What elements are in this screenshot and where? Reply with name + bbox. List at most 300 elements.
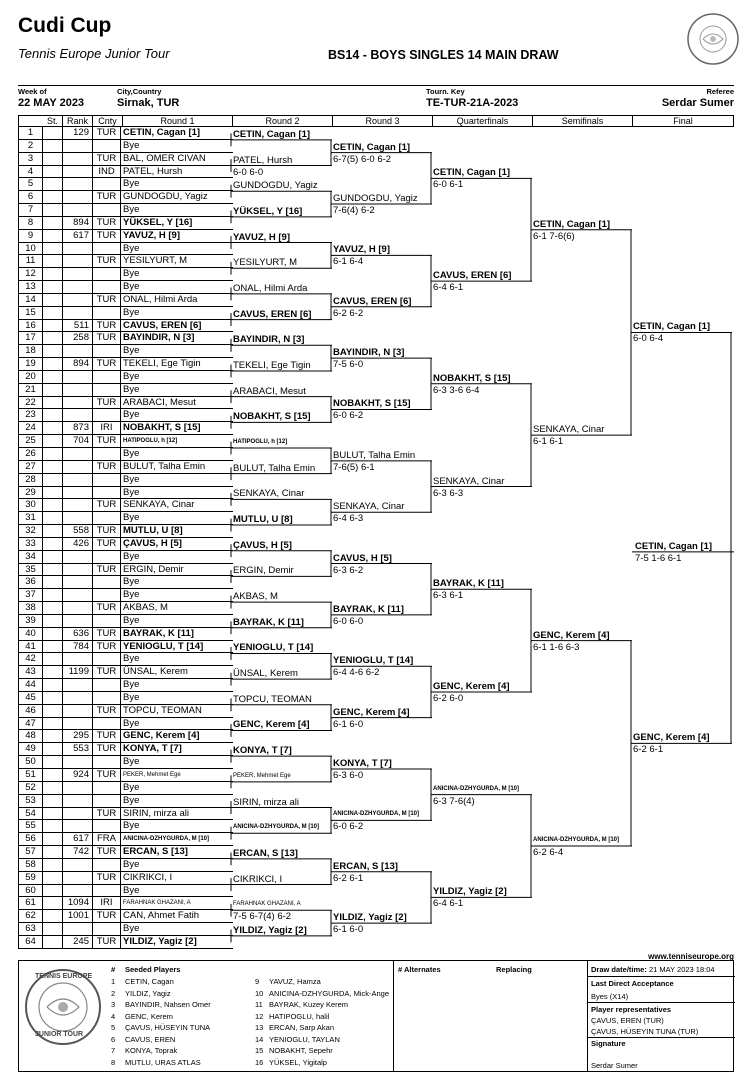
- country-cell: TUR: [93, 538, 121, 551]
- draw-position: 2: [19, 140, 43, 153]
- match-score: 6-0 6-0: [333, 615, 364, 627]
- rank-cell: 511: [63, 320, 93, 333]
- draw-position: 46: [19, 705, 43, 718]
- seed-player: ÇAVUS, HÜSEYIN TUNA: [125, 1023, 211, 1032]
- draw-position: 29: [19, 487, 43, 500]
- seed-player: NOBAKHT, Sepehr: [269, 1046, 333, 1055]
- seed-player: YILDIZ, Yagiz: [125, 988, 171, 998]
- match-score: 6-3 3-6 6-4: [433, 384, 480, 396]
- winner-name: NOBAKHT, S [15]: [333, 398, 411, 410]
- city-value: Sirnak, TUR: [117, 97, 180, 109]
- winner-name: YILDIZ, Yagiz [2]: [433, 886, 507, 898]
- winner-name: MUTLU, U [8]: [233, 514, 293, 526]
- player-name: Bye: [123, 345, 140, 357]
- draw-position: 31: [19, 512, 43, 525]
- rank-cell: 617: [63, 230, 93, 243]
- seeded-hash: #: [111, 965, 116, 974]
- player-name: GENC, Kerem [4]: [123, 730, 200, 742]
- winner-name: FARAHNAK GHAZANI, A: [233, 901, 301, 908]
- match-score: 6-2 6-1: [333, 872, 364, 884]
- rep-1: ÇAVUS, EREN (TUR): [591, 1016, 664, 1025]
- seed-number: 10: [255, 988, 264, 998]
- winner-name: YESILYURT, M: [233, 257, 298, 269]
- player-name: Bye: [123, 691, 140, 703]
- match-score: 6-1 6-4: [333, 256, 364, 268]
- player-name: CAN, Ahmet Fatih: [123, 910, 200, 922]
- footer-panel: [18, 960, 734, 1072]
- winner-name: CAVUS, H [5]: [333, 552, 392, 564]
- rank-cell: 426: [63, 538, 93, 551]
- country-cell: TUR: [93, 332, 121, 345]
- winner-name: GENC, Kerem [4]: [233, 719, 310, 731]
- winner-name: GUNDOGDU, Yagiz: [333, 193, 418, 205]
- player-name: ERGIN, Demir: [123, 563, 184, 575]
- player-name: Bye: [123, 858, 140, 870]
- draw-position: 26: [19, 448, 43, 461]
- draw-position: 5: [19, 178, 43, 191]
- winner-name: CETIN, Cagan [1]: [333, 141, 411, 153]
- draw-position: 10: [19, 243, 43, 256]
- match-score: 6-0 6-2: [333, 410, 364, 422]
- col-round2: Round 2: [233, 116, 333, 126]
- seed-player: YENIOGLU, TAYLAN: [269, 1034, 340, 1044]
- seed-number: 6: [111, 1034, 116, 1044]
- winner-name: YAVUZ, H [9]: [233, 231, 291, 243]
- draw-position: 44: [19, 679, 43, 692]
- winner-name: NOBAKHT, S [15]: [233, 411, 311, 423]
- winner-name: GENC, Kerem [4]: [433, 680, 510, 692]
- player-name: YÜKSEL, Y [16]: [123, 216, 193, 228]
- winner-name: ÇAVUS, H [5]: [233, 539, 292, 551]
- replacing-header: Replacing: [496, 965, 532, 974]
- country-cell: IRI: [93, 422, 121, 435]
- winner-name: NOBAKHT, S [15]: [433, 372, 511, 384]
- player-name: CETIN, Cagan [1]: [123, 127, 201, 138]
- draw-position: 50: [19, 756, 43, 769]
- rank-cell: 558: [63, 525, 93, 538]
- draw-position: 56: [19, 833, 43, 846]
- rank-cell: 1199: [63, 666, 93, 679]
- player-name: SIRIN, mirza ali: [123, 807, 189, 819]
- draw-position: 24: [19, 422, 43, 435]
- draw-position: 58: [19, 859, 43, 872]
- rank-cell: 742: [63, 846, 93, 859]
- winner-name: CAVUS, EREN [6]: [333, 295, 412, 307]
- draw-position: 14: [19, 294, 43, 307]
- draw-position: 57: [19, 846, 43, 859]
- player-name: Bye: [123, 781, 140, 793]
- draw-position: 35: [19, 564, 43, 577]
- draw-position: 61: [19, 897, 43, 910]
- match-score: 6-1 1-6 6-3: [533, 641, 580, 653]
- winner-name: SENKAYA, Cinar: [533, 424, 605, 436]
- reps-label: Player representatives: [591, 1005, 672, 1014]
- draw-position: 22: [19, 397, 43, 410]
- seeded-header: Seeded Players: [125, 965, 181, 974]
- draw-position: 1: [19, 127, 43, 140]
- winner-name: BAYINDIR, N [3]: [233, 334, 305, 346]
- player-name: Bye: [123, 268, 140, 280]
- rank-cell: 704: [63, 435, 93, 448]
- winner-name: ERCAN, S [13]: [233, 847, 298, 859]
- winner-name: BULUT, Talha Emin: [333, 449, 416, 461]
- seed-player: MUTLU, URAS ATLAS: [125, 1057, 201, 1067]
- country-cell: TUR: [93, 872, 121, 885]
- player-name: SENKAYA, Cinar: [123, 499, 195, 511]
- winner-name: CETIN, Cagan [1]: [533, 218, 611, 230]
- champion-score: 7-5 1-6 6-1: [635, 552, 682, 564]
- country-cell: TUR: [93, 435, 121, 448]
- website-link[interactable]: www.tenniseurope.org: [648, 952, 734, 961]
- match-score: 6-3 6-2: [333, 564, 364, 576]
- player-name: Bye: [123, 756, 140, 768]
- logo-text-bottom: JUNIOR TOUR: [35, 1031, 84, 1038]
- winner-name: AKBAS, M: [233, 591, 278, 603]
- draw-position: 23: [19, 409, 43, 422]
- rank-cell: 894: [63, 358, 93, 371]
- player-name: Bye: [123, 653, 140, 665]
- winner-name: YILDIZ, Yagiz [2]: [233, 924, 307, 936]
- winner-name: ANICINA-DZHYGURDA, M [10]: [233, 824, 319, 831]
- draw-position: 25: [19, 435, 43, 448]
- winner-name: ÜNSAL, Kerem: [233, 668, 298, 680]
- winner-name: SIRIN, mirza ali: [233, 796, 299, 808]
- rank-cell: 553: [63, 743, 93, 756]
- match-score: 6-2 6-1: [633, 744, 664, 756]
- player-name: Bye: [123, 820, 140, 832]
- player-name: CIKRIKCI, I: [123, 871, 173, 883]
- player-name: Bye: [123, 512, 140, 524]
- seed-number: 14: [255, 1034, 264, 1044]
- player-name: NOBAKHT, S [15]: [123, 422, 201, 434]
- draw-position: 39: [19, 615, 43, 628]
- draw-position: 13: [19, 281, 43, 294]
- winner-name: GENC, Kerem [4]: [633, 732, 710, 744]
- signature-value: Serdar Sumer: [591, 1061, 638, 1070]
- country-cell: TUR: [93, 191, 121, 204]
- winner-name: ERCAN, S [13]: [333, 860, 398, 872]
- player-name: ARABACI, Mesut: [123, 396, 196, 408]
- match-score: 6-0 6-0: [233, 166, 264, 178]
- draw-position: 55: [19, 820, 43, 833]
- seed-number: 9: [255, 977, 260, 986]
- draw-position: 3: [19, 153, 43, 166]
- player-name: Bye: [123, 884, 140, 896]
- referee-label: Referee: [706, 87, 734, 96]
- winner-name: BAYINDIR, N [3]: [333, 347, 405, 359]
- country-cell: TUR: [93, 499, 121, 512]
- seed-number: 5: [111, 1023, 116, 1032]
- draw-position: 37: [19, 589, 43, 602]
- draw-position: 33: [19, 538, 43, 551]
- seed-number: 2: [111, 988, 116, 998]
- player-name: Bye: [123, 306, 140, 318]
- rank-cell: 129: [63, 127, 93, 140]
- player-name: YAVUZ, H [9]: [123, 229, 181, 241]
- country-cell: TUR: [93, 217, 121, 230]
- draw-info-section: [588, 961, 735, 1071]
- player-name: Bye: [123, 448, 140, 459]
- player-name: Bye: [123, 576, 140, 588]
- country-cell: TUR: [93, 294, 121, 307]
- match-score: 6-0 6-2: [333, 821, 364, 833]
- player-name: CAVUS, EREN [6]: [123, 319, 202, 331]
- draw-position: 12: [19, 268, 43, 281]
- player-name: Bye: [123, 204, 140, 216]
- seed-player: ANICINA-DZHYGURDA, Mick-Ange: [269, 988, 390, 998]
- winner-name: ANICINA-DZHYGURDA, M [10]: [533, 837, 619, 844]
- winner-name: GENC, Kerem [4]: [333, 706, 410, 718]
- draw-position: 40: [19, 628, 43, 641]
- player-name: PATEL, Hursh: [123, 165, 183, 177]
- draw-position: 9: [19, 230, 43, 243]
- draw-date: Draw date/time: 21 MAY 2023 18:04: [591, 965, 715, 974]
- country-cell: TUR: [93, 730, 121, 743]
- winner-name: GUNDOGDU, Yagiz: [233, 180, 318, 192]
- draw-position: 54: [19, 808, 43, 821]
- country-cell: TUR: [93, 641, 121, 654]
- col-seed: St.: [43, 116, 63, 126]
- seed-number: 13: [255, 1023, 264, 1032]
- country-cell: TUR: [93, 769, 121, 782]
- winner-name: CAVUS, EREN [6]: [233, 308, 312, 320]
- col-rank: Rank: [63, 116, 93, 126]
- rank-cell: 245: [63, 936, 93, 949]
- match-score: 6-3 7-6(4): [433, 795, 475, 807]
- logo-text-top: TENNIS EUROPE: [35, 973, 93, 980]
- city-label: City,Country: [117, 87, 162, 96]
- country-cell: TUR: [93, 255, 121, 268]
- player-name: KONYA, T [7]: [123, 743, 182, 755]
- player-name: Bye: [123, 473, 140, 485]
- draw-position: 47: [19, 718, 43, 731]
- draw-position: 62: [19, 910, 43, 923]
- rank-cell: 784: [63, 641, 93, 654]
- match-score: 7-5 6-0: [333, 359, 364, 371]
- rank-cell: 636: [63, 628, 93, 641]
- rank-cell: 617: [63, 833, 93, 846]
- winner-name: ONAL, Hilmi Arda: [233, 282, 308, 294]
- winner-name: CETIN, Cagan [1]: [433, 167, 511, 179]
- match-score: 6-1 6-0: [333, 924, 364, 936]
- country-cell: TUR: [93, 153, 121, 166]
- alternates-header: # Alternates: [398, 965, 441, 974]
- match-score: 6-2 6-4: [533, 847, 564, 859]
- rank-cell: 873: [63, 422, 93, 435]
- player-name: FARAHNAK GHAZANI, A: [123, 900, 191, 907]
- winner-name: BULUT, Talha Emin: [233, 462, 316, 474]
- player-name: ANICINA-DZHYGURDA, M [10]: [123, 836, 209, 843]
- winner-name: TOPCU, TEOMAN: [233, 693, 312, 705]
- draw-position: 43: [19, 666, 43, 679]
- match-score: 6-7(5) 6-0 6-2: [333, 153, 392, 165]
- player-name: BAL, OMER CIVAN: [123, 152, 206, 164]
- seed-number: 1: [111, 977, 116, 986]
- player-name: ÜNSAL, Kerem: [123, 666, 188, 678]
- player-name: Bye: [123, 679, 140, 691]
- player-name: TEKELI, Ege Tigin: [123, 358, 201, 370]
- draw-position: 59: [19, 872, 43, 885]
- lda-label: Last Direct Acceptance: [591, 979, 674, 988]
- country-cell: IND: [93, 166, 121, 179]
- match-score: 6-3 6-3: [433, 487, 464, 499]
- winner-name: SENKAYA, Cinar: [233, 488, 305, 500]
- player-name: YENIOGLU, T [14]: [123, 640, 204, 652]
- player-name: TOPCU, TEOMAN: [123, 704, 202, 716]
- match-score: 6-1 6-1: [533, 436, 564, 448]
- match-score: 6-4 6-1: [433, 898, 464, 910]
- match-score: 6-1 6-0: [333, 718, 364, 730]
- winner-name: PATEL, Hursh: [233, 154, 293, 166]
- country-cell: TUR: [93, 461, 121, 474]
- country-cell: IRI: [93, 897, 121, 910]
- player-name: Bye: [123, 614, 140, 626]
- col-semifinals: Semifinals: [533, 116, 633, 126]
- draw-position: 16: [19, 320, 43, 333]
- player-name: Bye: [123, 589, 140, 601]
- match-score: 6-2 6-0: [433, 692, 464, 704]
- draw-position: 38: [19, 602, 43, 615]
- country-cell: TUR: [93, 705, 121, 718]
- player-name: PEKER, Mehmet Ege: [123, 772, 181, 778]
- lda-value: Byes (X14): [591, 992, 629, 1001]
- winner-name: YAVUZ, H [9]: [333, 244, 391, 256]
- seed-player: YAVUZ, Hamza: [269, 977, 321, 986]
- winner-name: GENC, Kerem [4]: [533, 629, 610, 641]
- rank-cell: 1001: [63, 910, 93, 923]
- player-name: MUTLU, U [8]: [123, 525, 183, 537]
- week-label: Week of: [18, 87, 47, 96]
- draw-position: 51: [19, 769, 43, 782]
- winner-name: ARABACI, Mesut: [233, 385, 306, 397]
- player-name: Bye: [123, 178, 140, 190]
- player-name: BULUT, Talha Emin: [123, 460, 206, 472]
- player-name: ÇAVUS, H [5]: [123, 537, 182, 549]
- draw-position: 60: [19, 885, 43, 898]
- player-name: ONAL, Hilmi Arda: [123, 293, 198, 305]
- country-cell: TUR: [93, 808, 121, 821]
- seed-number: 8: [111, 1057, 116, 1067]
- country-cell: TUR: [93, 936, 121, 949]
- draw-position: 45: [19, 692, 43, 705]
- country-cell: TUR: [93, 230, 121, 243]
- key-value: TE-TUR-21A-2023: [426, 97, 519, 109]
- match-score: 6-4 4-6 6-2: [333, 667, 380, 679]
- country-cell: TUR: [93, 910, 121, 923]
- draw-position: 48: [19, 730, 43, 743]
- country-cell: TUR: [93, 525, 121, 538]
- match-score: 6-3 6-1: [433, 590, 464, 602]
- country-cell: TUR: [93, 397, 121, 410]
- player-name: Bye: [123, 717, 140, 729]
- seed-player: YÜKSEL, Yigitalp: [269, 1057, 327, 1067]
- key-label: Tourn. Key: [426, 87, 465, 96]
- winner-name: SENKAYA, Cinar: [433, 475, 505, 487]
- player-name: Bye: [123, 409, 140, 421]
- draw-position: 6: [19, 191, 43, 204]
- col-country: Cnty: [93, 116, 123, 126]
- draw-position: 20: [19, 371, 43, 384]
- winner-name: YENIOGLU, T [14]: [333, 655, 414, 667]
- seed-player: ERCAN, Sarp Akan: [269, 1023, 335, 1032]
- draw-position: 17: [19, 332, 43, 345]
- match-score: 7-6(5) 6-1: [333, 461, 375, 473]
- player-name: Bye: [123, 242, 140, 254]
- winner-name: CETIN, Cagan [1]: [633, 321, 711, 333]
- player-name: AKBAS, M: [123, 602, 168, 614]
- tournament-title: Cudi Cup: [18, 14, 112, 37]
- player-name: YESILYURT, M: [123, 255, 188, 267]
- winner-name: YENIOGLU, T [14]: [233, 642, 314, 654]
- country-cell: TUR: [93, 358, 121, 371]
- col-round3: Round 3: [333, 116, 433, 126]
- seeded-section: [19, 961, 394, 1071]
- winner-name: YÜKSEL, Y [16]: [233, 205, 303, 217]
- winner-name: SENKAYA, Cinar: [333, 501, 405, 513]
- seed-player: BAYRAK, Kuzey Kerem: [269, 1000, 349, 1009]
- player-name: Bye: [123, 281, 140, 293]
- winner-name: PEKER, Mehmet Ege: [233, 772, 291, 779]
- draw-position: 36: [19, 576, 43, 589]
- draw-position: 19: [19, 358, 43, 371]
- winner-name: ANICINA-DZHYGURDA, M [10]: [433, 785, 519, 792]
- player-name: YILDIZ, Yagiz [2]: [123, 935, 197, 947]
- event-title: BS14 - BOYS SINGLES 14 MAIN DRAW: [328, 48, 559, 62]
- seed-number: 3: [111, 1000, 116, 1009]
- draw-position: 11: [19, 255, 43, 268]
- col-quarterfinals: Quarterfinals: [433, 116, 533, 126]
- draw-position: 28: [19, 474, 43, 487]
- draw-position: 15: [19, 307, 43, 320]
- winner-name: KONYA, T [7]: [333, 758, 392, 769]
- col-round1: Round 1: [123, 116, 233, 126]
- country-cell: TUR: [93, 846, 121, 859]
- draw-position: 18: [19, 345, 43, 358]
- rank-cell: 258: [63, 332, 93, 345]
- country-cell: TUR: [93, 743, 121, 756]
- player-name: BAYINDIR, N [3]: [123, 332, 195, 344]
- winner-name: YILDIZ, Yagiz [2]: [333, 912, 407, 924]
- country-cell: TUR: [93, 628, 121, 641]
- alternates-section: [394, 961, 588, 1071]
- draw-position: 7: [19, 204, 43, 217]
- rank-cell: 1094: [63, 897, 93, 910]
- player-name: HATIPOGLU, h [12]: [123, 438, 178, 445]
- rank-cell: 295: [63, 730, 93, 743]
- draw-position: 34: [19, 551, 43, 564]
- seed-player: GENC, Kerem: [125, 1011, 173, 1021]
- player-name: Bye: [123, 550, 140, 562]
- draw-position: 30: [19, 499, 43, 512]
- rank-cell: 894: [63, 217, 93, 230]
- draw-position: 21: [19, 384, 43, 397]
- player-name: GUNDOGDU, Yagiz: [123, 191, 208, 203]
- winner-name: TEKELI, Ege Tigin: [233, 359, 311, 371]
- winner-name: KONYA, T [7]: [233, 745, 292, 757]
- country-cell: TUR: [93, 564, 121, 577]
- match-score: 7-6(4) 6-2: [333, 205, 375, 217]
- player-name: Bye: [123, 383, 140, 395]
- draw-position: 4: [19, 166, 43, 179]
- country-cell: TUR: [93, 320, 121, 333]
- player-name: ERCAN, S [13]: [123, 846, 188, 858]
- draw-position: 42: [19, 653, 43, 666]
- draw-position: 8: [19, 217, 43, 230]
- match-score: 6-0 6-1: [433, 179, 464, 191]
- seed-number: 16: [255, 1057, 264, 1067]
- draw-position: 32: [19, 525, 43, 538]
- player-name: Bye: [123, 486, 140, 498]
